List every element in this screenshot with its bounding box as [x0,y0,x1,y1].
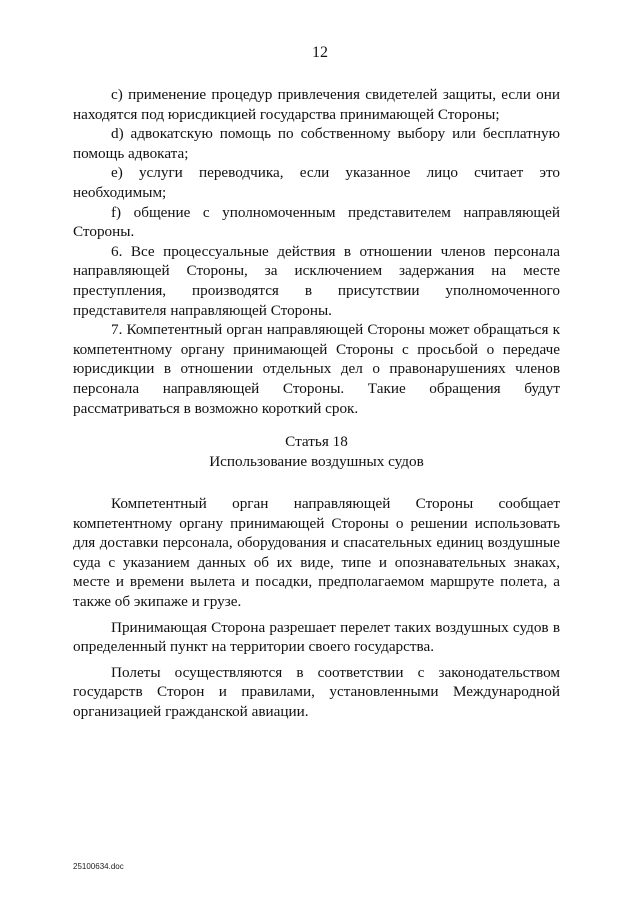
document-body [73,85,560,722]
paragraph-clause-6: 6. Все процессуальные действия в отношении членов персонала направляющей Стороны, за исключением задержания на месте преступления, производятся в присутствии уполномоченного представителя направляющей Стороны. [73,242,560,319]
paragraph-item-c: c) применение процедур привлечения свидетелей защиты, если они находятся под юрисдикцией государства принимающей Стороны; [73,86,560,123]
document-filename: 25100634.doc [73,862,124,871]
article-paragraph-2: Принимающая Сторона разрешает перелет таких воздушных судов в определенный пункт на территории своего государства. [73,618,560,656]
paragraph-item-f: f) общение с уполномоченным представителем направляющей Стороны. [73,203,560,241]
paragraph-item-d: d) адвокатскую помощь по собственному выбору или бесплатную помощь адвоката; [73,125,560,162]
page-number: 12 [312,44,328,61]
article-paragraph-3: Полеты осуществляются в соответствии с законодательством государств Сторон и правилами, установленными Международной организацией гражданской авиации. [73,663,560,721]
paragraph-clause-7: 7. Компетентный орган направляющей Стороны может обращаться к компетентному органу принимающей Стороны с просьбой о передаче юрисдикции в отношении отдельных дел о правонарушениях членов персонала направляющей Стороны. Такие обращения будут рассматриваться в возможно короткий срок. [73,321,560,417]
article-paragraph-1: Компетентный орган направляющей Стороны сообщает компетентному органу принимающей Стороны о решении использовать для доставки персонала, оборудования и спасательных единиц воздушные суда с указанием данных об их виде, типе и опознавательных знаках, месте и времени вылета и посадки, предполагаемом маршруте полета, а также об экипаже и грузе. [73,495,560,611]
article-number: Статья 18 [285,433,348,451]
article-heading [73,432,560,472]
article-title: Использование воздушных судов [209,453,424,471]
paragraph-item-e: e) услуги переводчика, если указанное лицо считает это необходимым; [73,164,560,201]
